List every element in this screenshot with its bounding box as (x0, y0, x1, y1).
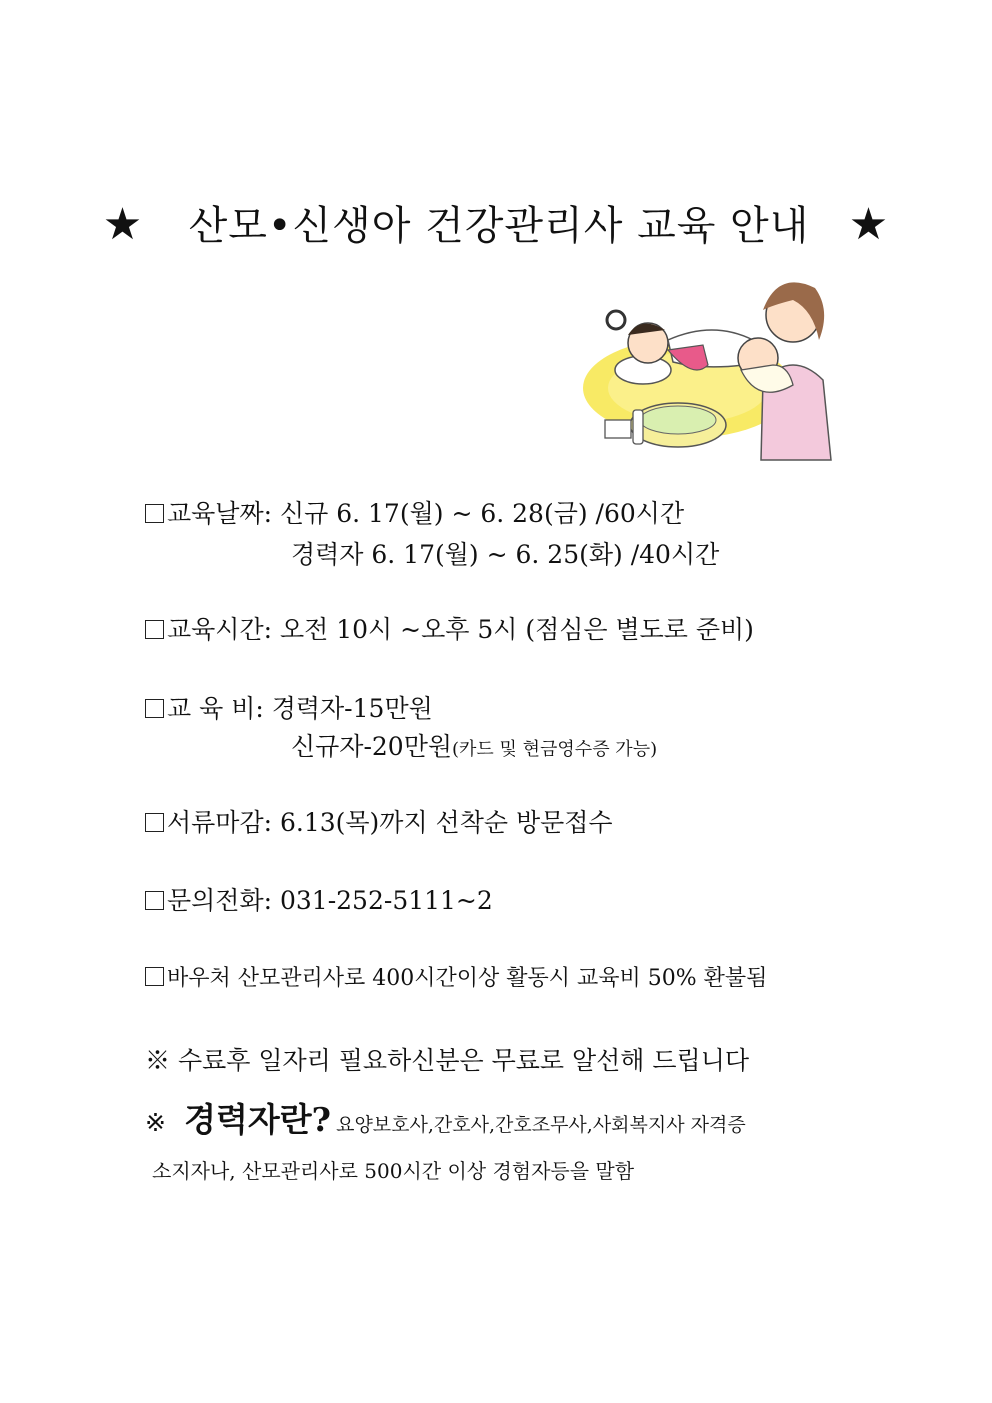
dates-line1: 신규 6. 17(월) ~ 6. 28(금) /60시간 (279, 499, 685, 528)
time-value: 오전 10시 ~오후 5시 (점심은 별도로 준비) (279, 615, 754, 644)
checkbox-icon (145, 504, 164, 523)
star-icon-left: ★ (102, 199, 144, 250)
checkbox-icon (145, 891, 164, 910)
note-mark-icon: ※ (145, 1046, 171, 1075)
fee-line2: 신규자-20만원 (291, 732, 453, 761)
deadline-row (145, 803, 613, 839)
voucher-row (145, 961, 767, 992)
voucher-text: 바우처 산모관리사로 400시간이상 활동시 교육비 50% 환불됨 (167, 966, 768, 991)
phone-row (145, 881, 493, 917)
time-label: 교육시간: (167, 615, 273, 644)
experienced-line2: 소지자나, 산모관리사로 500시간 이상 경험자등을 말함 (152, 1159, 635, 1183)
deadline-label: 서류마감: (167, 808, 273, 837)
phone-label: 문의전화: (167, 886, 273, 915)
phone-value: 031-252-5111~2 (279, 886, 493, 915)
experienced-heading: 경력자란? (184, 1100, 331, 1139)
time-row (145, 610, 754, 646)
title-text: 산모•신생아 건강관리사 교육 안내 (188, 203, 810, 249)
dates-label: 교육날짜: (167, 499, 273, 528)
fee-label: 교 육 비: (167, 694, 264, 723)
experienced-note (145, 1094, 746, 1141)
deadline-value: 6.13(목)까지 선착순 방문접수 (279, 808, 613, 837)
page-title (0, 194, 992, 251)
fee-note: (카드 및 현금영수증 가능) (452, 739, 658, 760)
fee-line1: 경력자-15만원 (271, 694, 433, 723)
checkbox-icon (145, 967, 164, 986)
dates-line2: 경력자 6. 17(월) ~ 6. 25(화) /40시간 (291, 540, 720, 569)
note-mark-icon: ※ (145, 1108, 166, 1137)
fee-line2-row (291, 727, 657, 763)
job-note-text: 수료후 일자리 필요하신분은 무료로 알선해 드립니다 (177, 1046, 750, 1075)
star-icon-right: ★ (848, 199, 890, 250)
checkbox-icon (145, 813, 164, 832)
fee-row (145, 689, 433, 725)
job-note (145, 1041, 749, 1077)
checkbox-icon (145, 620, 164, 639)
mother-and-newborn-illustration (583, 270, 853, 470)
dates-row (145, 494, 684, 530)
checkbox-icon (145, 699, 164, 718)
experienced-line1: 요양보호사,간호사,간호조무사,사회복지사 자격증 (336, 1114, 746, 1136)
